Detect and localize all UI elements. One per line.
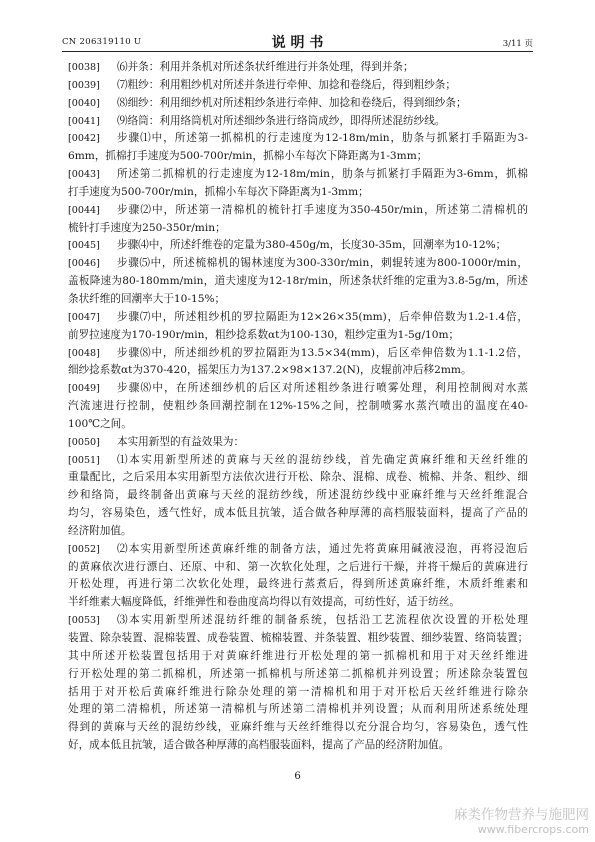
paragraph-line	[68, 719, 528, 737]
page-count: 3/11 页	[502, 39, 533, 49]
paragraph-line	[68, 666, 528, 684]
paragraph-0042	[68, 130, 528, 166]
paragraph-text: 括用于对开松后黄麻纤维进行除杂处理的第一清棉机和用于对开松后天丝纤维进行除杂	[68, 685, 528, 698]
paragraph-text: 打手速度为500-700r/min，抓棉小车每次下降距离为1-3mm；	[68, 185, 369, 198]
patent-number: CN 206319110 U	[62, 37, 142, 47]
paragraph-0051	[68, 452, 528, 541]
paragraph-text: 步骤⑴中，所述第一抓棉机的行走速度为12-18m/min，肋条与抓紧打手隔距为3-	[117, 132, 528, 145]
paragraph-line	[68, 273, 528, 291]
paragraph-line	[68, 398, 528, 416]
paragraph-line	[68, 327, 528, 345]
paragraph-line	[68, 380, 528, 398]
paragraph-text: 100℃之间。	[68, 417, 132, 430]
paragraph-line	[68, 237, 528, 255]
paragraph-text: 盖板降速为80-180mm/min，道夫速度为12-18r/min，所述条状纤维的定重为3.8-5g/m，所述	[68, 275, 528, 288]
watermark-site-name: 麻类作物营养与施肥网	[454, 807, 589, 823]
paragraph-line	[68, 559, 528, 577]
paragraph-text: 本实用新型的有益效果为：	[117, 435, 245, 448]
paragraph-number: [0044]	[68, 204, 100, 216]
paragraph-text: 的黄麻依次进行漂白、还原、中和、第一次软化处理，之后进行干燥，并将干燥后的黄麻进行	[68, 560, 528, 573]
document-body	[68, 59, 528, 755]
paragraph-text: 步骤⑸中，所述梳棉机的锡林速度为300-330r/min，刺辊转速为800-1000r/min，	[117, 257, 528, 270]
paragraph-0044	[68, 202, 528, 238]
paragraph-line	[68, 202, 528, 220]
paragraph-line	[68, 59, 528, 77]
paragraph-text: 均匀，容易染色，透气性好，成本低且抗皱，适合做各种厚薄的高档服装面料，提高了产品的	[68, 507, 528, 520]
paragraph-line	[68, 166, 528, 184]
paragraph-line	[68, 184, 528, 202]
header-divider	[62, 51, 533, 52]
paragraph-0052	[68, 541, 528, 612]
paragraph-line	[68, 684, 528, 702]
paragraph-text: 细纱捻系数αt为370-420，摇架压力为137.2×98×137.2(N)，皮辊前冲后移2mm。	[68, 364, 472, 377]
paragraph-number: [0043]	[68, 169, 100, 181]
paragraph-text: 经济附加值。	[68, 524, 132, 537]
paragraph-text: 步骤⑷中，所述纤维卷的定量为380-450g/m，长度30-35m，回潮率为10-12%；	[117, 239, 507, 252]
paragraph-line	[68, 452, 528, 470]
paragraph-text: ⑶本实用新型所述混纺纤维的制备系统，包括沿工艺流程依次设置的开松处理	[117, 614, 528, 627]
paragraph-text: 步骤⑻中，所述细纱机的罗拉隔距为13.5×34(mm)，后区牵伸倍数为1.1-1.2倍，	[117, 346, 528, 359]
page-number: 6	[294, 771, 301, 782]
paragraph-0047	[68, 309, 528, 345]
paragraph-line	[68, 487, 528, 505]
paragraph-text: ⑹并条：利用并条机对所述条状纤维进行并条处理，得到并条；	[117, 61, 414, 73]
paragraph-text: 条状纤维的回潮率大于10-15%；	[68, 292, 226, 305]
paragraph-text: ⑵本实用新型所述黄麻纤维的制备方法，通过先将黄麻用碱液浸泡，再将浸泡后	[117, 542, 528, 555]
paragraph-0049	[68, 380, 528, 434]
paragraph-0046	[68, 255, 528, 309]
paragraph-line	[68, 291, 528, 309]
paragraph-0050	[68, 434, 528, 452]
paragraph-line	[68, 362, 528, 380]
paragraph-number: [0048]	[68, 347, 100, 359]
paragraph-0048	[68, 345, 528, 381]
paragraph-0039	[68, 77, 528, 95]
paragraph-number: [0038]	[68, 62, 100, 73]
paragraph-line	[68, 523, 528, 541]
paragraph-text: 半纤维素大幅度降低，纤维弹性和卷曲度高均得以有效提高，可纺性好，适于纺丝。	[68, 596, 460, 609]
paragraph-text: ⑺粗纱：利用粗纱机对所述并条进行牵伸、加捻和卷绕后，得到粗纱条；	[117, 78, 456, 91]
paragraph-text: 前罗拉速度为170-190r/min，粗纱捻系数αt为100-130，粗纱定重为1-5g/10m；	[68, 328, 460, 341]
paragraph-line	[68, 594, 528, 612]
paragraph-line	[68, 630, 528, 648]
paragraph-line	[68, 255, 528, 273]
paragraph-line	[68, 505, 528, 523]
paragraph-line	[68, 648, 528, 666]
paragraph-0040	[68, 95, 528, 113]
paragraph-text: ⑴本实用新型所述的黄麻与天丝的混纺纱线，首先确定黄麻纤维和天丝纤维的	[117, 453, 528, 466]
paragraph-0041	[68, 113, 528, 131]
paragraph-text: 步骤⑺中，所述粗纱机的罗拉隔距为12×26×35(mm)，后牵伸倍数为1.2-1.4倍，	[117, 310, 528, 323]
paragraph-line	[68, 701, 528, 719]
paragraph-text: 纱和络筒，最终制备出黄麻与天丝的混纺纱线，所述混纺纱线中亚麻纤维与天丝纤维混合	[68, 489, 528, 502]
paragraph-line	[68, 148, 528, 166]
paragraph-number: [0050]	[68, 436, 100, 448]
page-title: 说 明 书	[271, 35, 324, 51]
paragraph-line	[68, 77, 528, 95]
paragraph-text: 装置、除杂装置、混棉装置、成卷装置、梳棉装置、并条装置、粗纱装置、细纱装置、络筒装置；	[68, 632, 528, 644]
paragraph-text: ⑻细纱：利用细纱机对所述粗纱条进行牵伸、加捻和卷绕后，得到细纱条；	[117, 96, 467, 109]
paragraph-number: [0045]	[68, 240, 100, 252]
paragraph-text: 步骤⑻中，在所述细纱机的后区对所述粗纱条进行喷雾处理，利用控制阀对水蒸	[117, 382, 528, 395]
paragraph-text: ⑼络筒：利用络筒机对所述细纱条进行络筒成纱，即得所述混纺纱线。	[117, 114, 446, 127]
paragraph-line	[68, 434, 528, 452]
paragraph-line	[68, 576, 528, 594]
paragraph-line	[68, 113, 528, 131]
paragraph-0045	[68, 237, 528, 255]
paragraph-line	[68, 612, 528, 630]
paragraph-text: 汽流速进行控制，使粗纱条回潮控制在12%-15%之间，控制喷雾水蒸汽喷出的温度在40-	[68, 400, 528, 413]
paragraph-text: 所述第二抓棉机的行走速度为12-18m/min，肋条与抓紧打手隔距为3-6mm，抓棉	[117, 168, 528, 181]
paragraph-text: 开松处理，再进行第二次软化处理，最终进行蒸煮后，得到所述黄麻纤维，木质纤维素和	[68, 578, 528, 591]
paragraph-text: 其中所述开松装置包括用于对黄麻纤维进行开松处理的第一抓棉机和用于对天丝纤维进	[68, 649, 528, 662]
watermark-url: www.fibercrops.com	[477, 823, 589, 836]
paragraph-line	[68, 220, 528, 238]
paragraph-text: 处理的第二清棉机，所述第一清棉机与所述第二清棉机并列设置；从而利用所述系统处理	[68, 703, 528, 716]
paragraph-text: 得到的黄麻与天丝的混纺纱线，亚麻纤维与天丝纤维得以充分混合均匀，容易染色，透气性	[68, 721, 528, 734]
paragraph-number: [0046]	[68, 258, 100, 270]
paragraph-number: [0049]	[68, 383, 100, 395]
paragraph-0038	[68, 59, 528, 77]
paragraph-line	[68, 469, 528, 487]
paragraph-number: [0040]	[68, 97, 100, 109]
paragraph-number: [0047]	[68, 311, 100, 323]
paragraph-line	[68, 345, 528, 363]
paragraph-text: 步骤⑵中，所述第一清棉机的梳针打手速度为350-450r/min，所述第二清棉机的	[117, 203, 528, 216]
paragraph-line	[68, 541, 528, 559]
paragraph-0053	[68, 612, 528, 755]
paragraph-line	[68, 95, 528, 113]
paragraph-0043	[68, 166, 528, 202]
paragraph-text: 梳针打手速度为250-350r/min；	[68, 221, 226, 234]
paragraph-number: [0041]	[68, 115, 100, 127]
paragraph-text: 好，成本低且抗皱，适合做各种厚薄的高档服装面料，提高了产品的经济附加值。	[68, 739, 450, 752]
paragraph-number: [0039]	[68, 79, 100, 91]
paragraph-line	[68, 309, 528, 327]
paragraph-text: 6mm，抓棉打手速度为500-700r/min，抓棉小车每次下降距离为1-3mm；	[68, 150, 428, 163]
paragraph-text: 重量配比，之后采用本实用新型方法依次进行开松、除杂、混棉、成卷、梳棉、并条、粗纱、细	[68, 471, 528, 484]
paragraph-number: [0052]	[68, 543, 100, 555]
paragraph-number: [0053]	[68, 615, 100, 627]
paragraph-number: [0051]	[68, 454, 100, 466]
paragraph-line	[68, 737, 528, 755]
paragraph-line	[68, 130, 528, 148]
paragraph-text: 行开松处理的第二抓棉机，所述第一抓棉机与所述第二抓棉机并列设置；所述除杂装置包	[68, 667, 528, 680]
paragraph-line	[68, 416, 528, 434]
paragraph-number: [0042]	[68, 133, 100, 145]
